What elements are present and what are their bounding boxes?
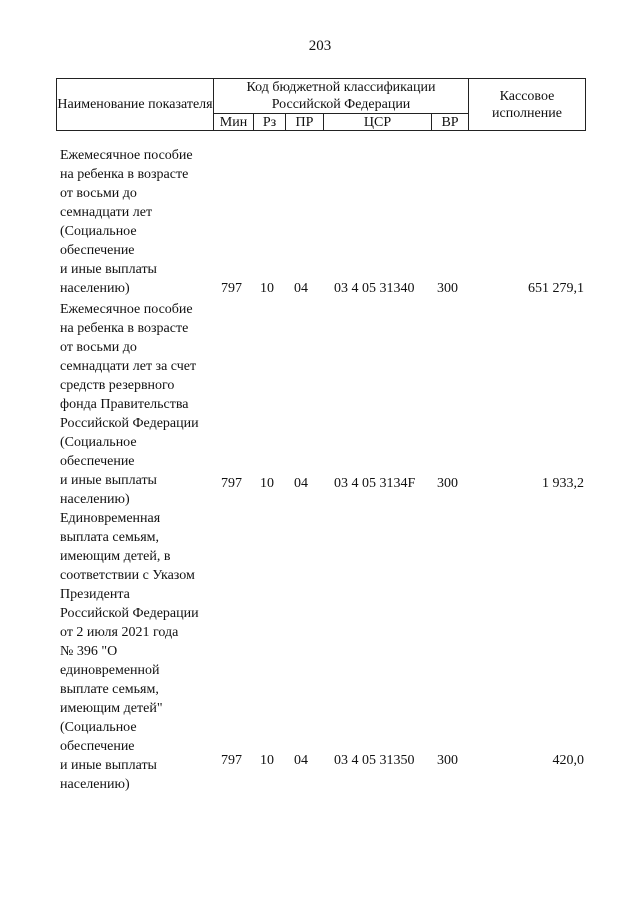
header-csr: ЦСР [363, 114, 392, 130]
header-min: Мин [219, 114, 248, 130]
row-rz: 10 [260, 753, 274, 768]
row-pr: 04 [294, 281, 308, 296]
page-number: 203 [308, 38, 332, 54]
row-rz: 10 [260, 476, 274, 491]
row-name: Единовременная выплата семьям, имеющим детей, в соответствии с Указом Президента Российской Федерации от 2 июля 2021 года № 396 "О единовременной выплате семьям, имеющим детей" (Социальное обеспечение и иные выплаты населению) [60, 511, 199, 792]
row-vr: 300 [437, 281, 458, 296]
row-name: Ежемесячное пособие на ребенка в возрасте от восьми до семнадцати лет за счет средств резервного фонда Правительства Российской Федерации (Социальное обеспечение и иные выплаты населению) [60, 302, 199, 507]
header-vr: ВР [441, 114, 459, 130]
row-csr: 03 4 05 31350 [334, 753, 415, 768]
row-amount: 1 933,2 [542, 476, 584, 491]
row-pr: 04 [294, 753, 308, 768]
row-name: Ежемесячное пособие на ребенка в возрасте от восьми до семнадцати лет (Социальное обеспечение и иные выплаты населению) [60, 148, 193, 296]
header-code-group: Код бюджетной классификации Российской Федерации [246, 80, 436, 112]
row-csr: 03 4 05 31340 [334, 281, 415, 296]
header-name-column: Наименование показателя [57, 97, 213, 112]
row-min: 797 [221, 753, 242, 768]
row-rz: 10 [260, 281, 274, 296]
row-min: 797 [221, 476, 242, 491]
header-rz: Рз [262, 114, 277, 130]
header-pr: ПР [295, 114, 314, 130]
row-vr: 300 [437, 753, 458, 768]
table-header [56, 78, 586, 131]
row-amount: 420,0 [552, 753, 584, 768]
row-amount: 651 279,1 [528, 281, 584, 296]
row-csr: 03 4 05 3134F [334, 476, 416, 491]
header-amount-column: Кассовое исполнение [492, 88, 562, 121]
row-vr: 300 [437, 476, 458, 491]
row-pr: 04 [294, 476, 308, 491]
row-min: 797 [221, 281, 242, 296]
